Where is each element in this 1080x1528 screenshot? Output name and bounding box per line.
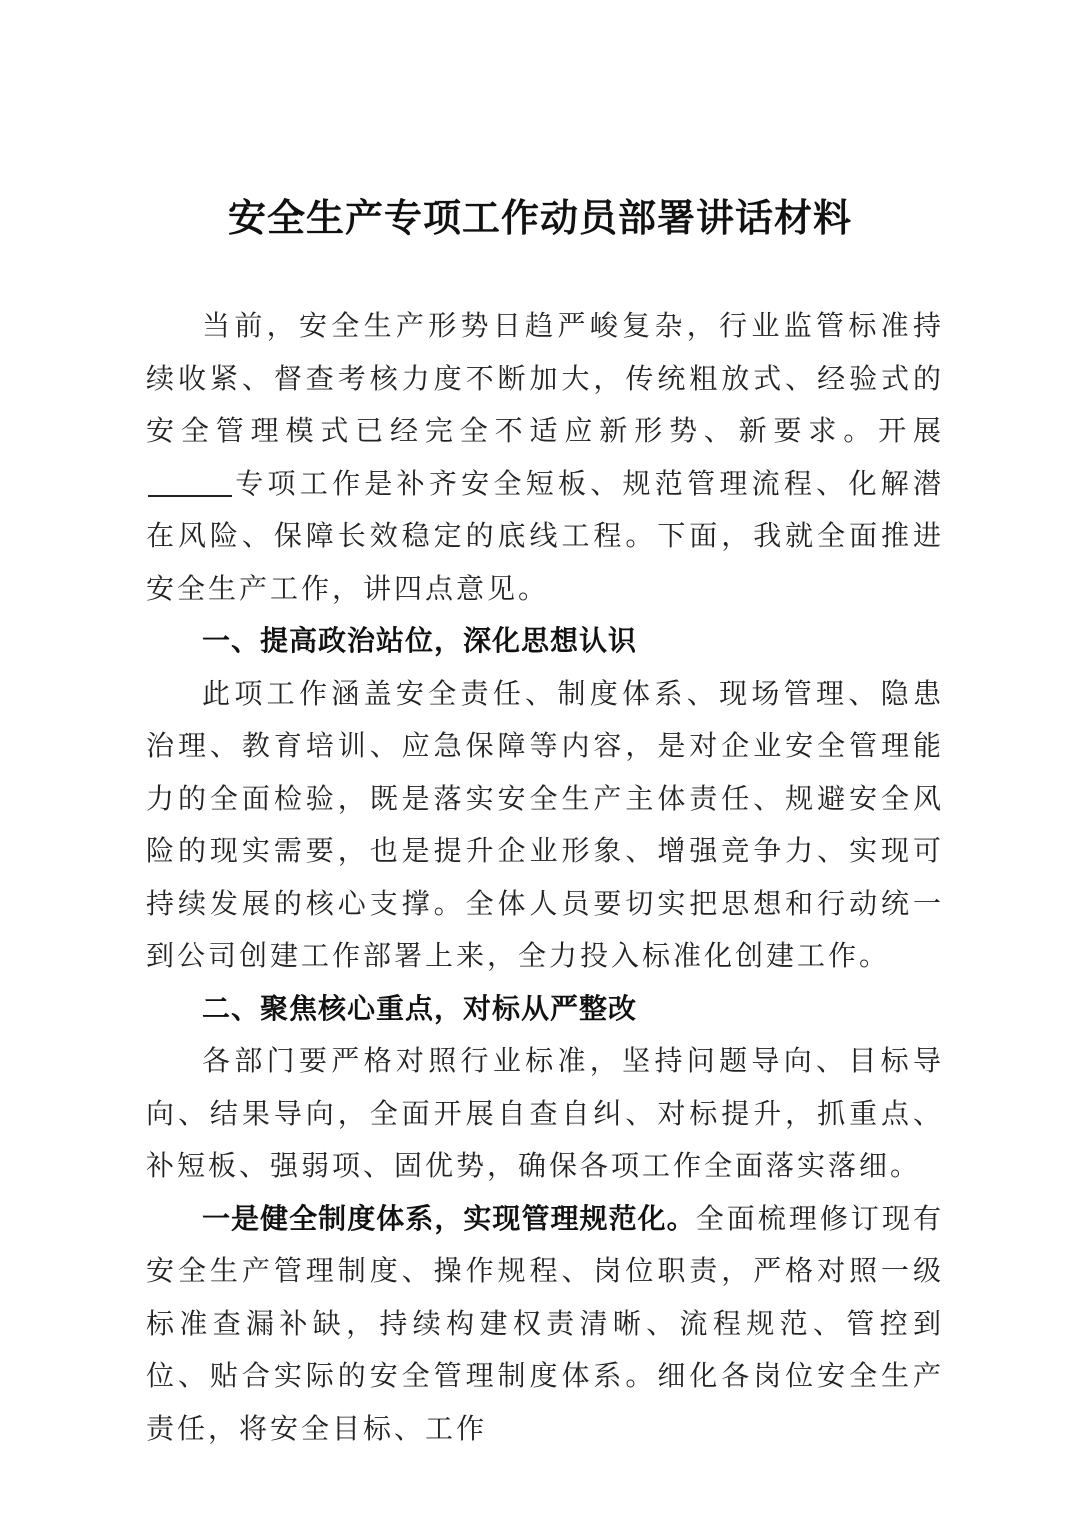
document-body	[146, 300, 944, 1455]
document-title: 安全生产专项工作动员部署讲话材料	[227, 195, 852, 240]
section-2-item-1-paragraph	[146, 1193, 944, 1456]
intro-text-after-blank: 专项工作是补齐安全短板、规范管理流程、化解潜在风险、保障长效稳定的底线工程。下面，我就全面推进安全生产工作，讲四点意见。	[146, 466, 944, 605]
intro-text-before-blank: 当前，安全生产形势日趋严峻复杂，行业监管标准持续收紧、督查考核力度不断加大，传统粗放式、经验式的安全管理模式已经完全不适应新形势、新要求。开展	[146, 309, 944, 447]
section-heading-1: 一、提高政治站位，深化思想认识	[202, 624, 638, 657]
section-1-paragraph: 此项工作涵盖安全责任、制度体系、现场管理、隐患治理、教育培训、应急保障等内容，是对企业安全管理能力的全面检验，既是落实安全生产主体责任、规避安全风险的现实需要，也是提升企业形象、增强竞争力、实现可持续发展的核心支撑。全体人员要切实把思想和行动统一到公司创建工作部署上来，全力投入标准化创建工作。	[146, 676, 944, 972]
section-2-paragraph: 各部门要严格对照行业标准，坚持问题导向、目标导向、结果导向，全面开展自查自纠、对标提升，抓重点、补短板、强弱项、固优势，确保各项工作全面落实落细。	[146, 1044, 944, 1182]
section-heading-2: 二、聚焦核心重点，对标从严整改	[202, 991, 638, 1025]
fill-in-blank	[148, 467, 232, 497]
intro-paragraph	[146, 300, 944, 615]
item-body-text: 全面梳理修订现有安全生产管理制度、操作规程、岗位职责，严格对照一级标准查漏补缺，持续构建权责清晰、流程规范、管控到位、贴合实际的安全管理制度体系。细化各岗位安全生产责任，将安全目标、工作	[146, 1201, 944, 1445]
item-lead-text: 一是健全制度体系，实现管理规范化。	[202, 1201, 696, 1235]
